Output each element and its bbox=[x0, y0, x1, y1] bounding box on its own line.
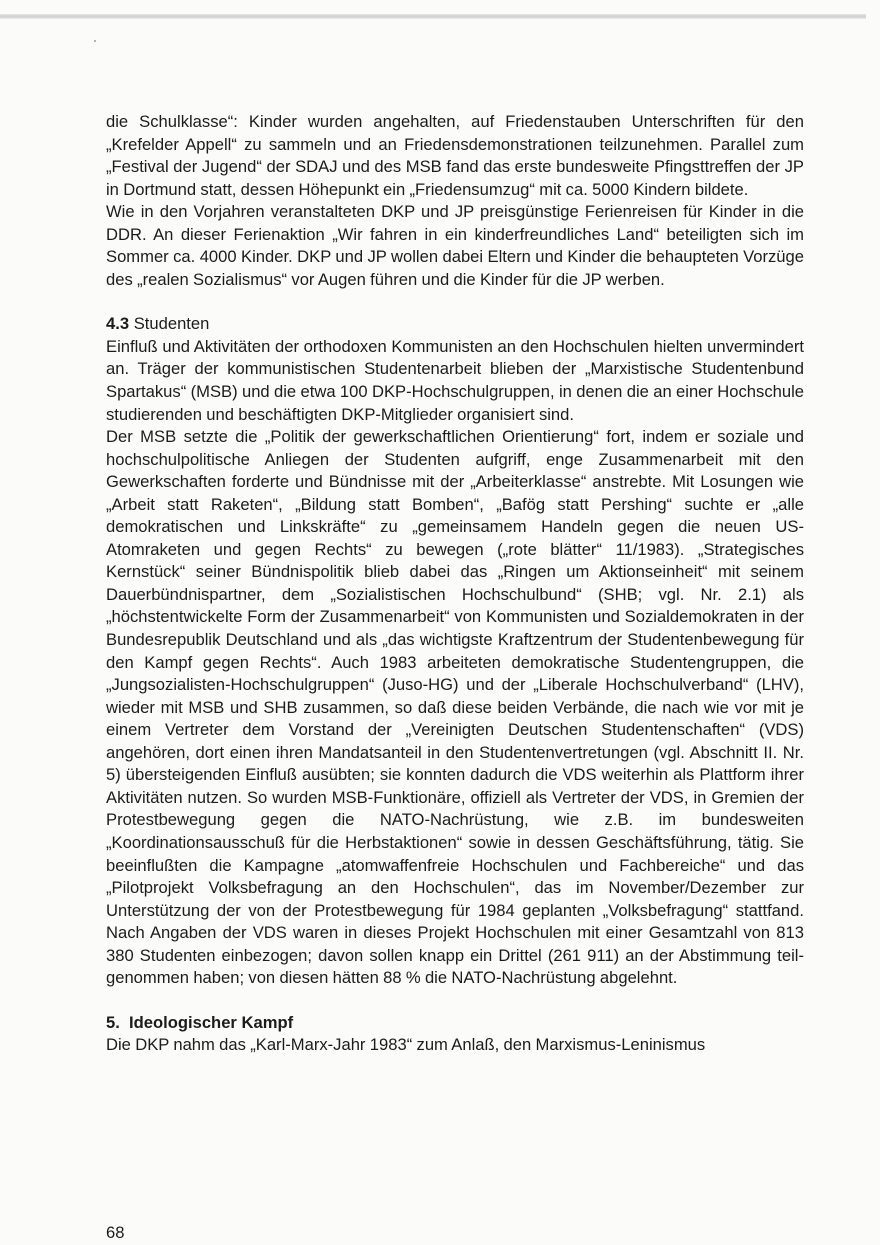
page-top-rule bbox=[0, 14, 866, 19]
page-number: 68 bbox=[106, 1223, 125, 1242]
section-heading-5 bbox=[106, 1012, 804, 1035]
section-heading-4-3 bbox=[106, 313, 804, 336]
section-number: 5. bbox=[106, 1012, 120, 1032]
section-title: Ideologischer Kampf bbox=[129, 1012, 294, 1032]
paragraph-karl-marx-jahr: Die DKP nahm das „Karl-Marx-Jahr 1983“ zum Anlaß, den Marxismus-Leninismus bbox=[106, 1035, 706, 1055]
section-title: Studenten bbox=[133, 314, 210, 334]
paragraph-msb: Der MSB setzte die „Politik der gewerkschaftlichen Orientierung“ fort, indem er soziale und hochschulpolitische Anliegen der Studenten aufgriff, enge Zusammenarbeit mit den Gewerkschaften forderte und Bündnisse mit der „Arbeiterklasse“ anstrebte. Mit Losungen wie „Arbeit statt Raketen“, „Bildung statt Bomben“, „Bafög statt Pershing“ suchte er „alle demokratischen und Linkskräfte“ zu „gemeinsamem Handeln gegen die neuen US-Atomraketen und gegen Rechts“ zu bewegen („rote blätter“ 11/1983). „Strategisches Kernstück“ seiner Bündnispolitik blieb dabei das „Ringen um Aktionseinheit“ mit seinem Dauerbündnispartner, dem „Sozialistischen Hochschulbund“ (SHB; vgl. Nr. 2.1) als „höchstentwickelte Form der Zusammenarbeit“ von Kommunisten und Sozialdemokraten in der Bundesrepublik Deutschland und als „das wichtigste Kraftzentrum der Studentenbewegung für den Kampf gegen Rechts“. Auch 1983 arbeiteten demokratische Studentengruppen, die „Jungsozialisten-Hochschulgruppen“ (Juso-HG) und der „Liberale Hochschulverband“ (LHV), wieder mit MSB und SHB zusammen, so daß diese beiden Verbände, die nach wie vor mit je einem Vertreter dem Vorstand der „Vereinigten Deutschen Studentenschaften“ (VDS) angehören, dort einen ihren Mandatsanteil in den Studentenvertretungen (vgl. Abschnitt II. Nr. 5) übersteigenden Einfluß ausübten; sie konnten dadurch die VDS weiterhin als Plattform ihrer Aktivitäten nutzen. So wurden MSB-Funktionäre, offiziell als Vertreter der VDS, in Gremien der Protestbewegung gegen die NATO-Nachrüstung, wie z.B. im bundesweiten „Koordinationsausschuß für die Herbstaktionen“ sowie in dessen Geschäftsführung, tätig. Sie beeinflußten die Kampagne „atomwaffenfreie Hochschulen und Fachbereiche“ und das „Pilotprojekt Volksbefragung an den Hochschulen“, das im November/Dezember zur Unterstützung der von der Protestbewegung für 1984 geplanten „Volksbefragung“ stattfand. Nach Angaben der VDS waren in dieses Projekt Hochschulen mit einer Gesamtzahl von 813 380 Studenten einbezogen; davon sollen knapp ein Drittel (261 911) an der Abstimmung teilgenommen haben; von diesen hätten 88 % die NATO-Nachrüstung abgelehnt. bbox=[106, 427, 804, 988]
paragraph-einfluss: Einfluß und Aktivitäten der orthodoxen Kommunisten an den Hochschulen hielten unvermindert an. Träger der kommunistischen Studentenarbeit blieben der „Marxistische Studentenbund Spartakus“ (MSB) und die etwa 100 DKP-Hochschulgruppen, in denen die an einer Hochschule studierenden und beschäftigten DKP-Mitglieder organisiert sind. bbox=[106, 336, 804, 424]
paragraph-schulklasse: die Schulklasse“: Kinder wurden angehalten, auf Friedenstauben Unterschriften für den „Krefelder Appell“ zu sammeln und an Friedensdemonstrationen teilzunehmen. Parallel zum „Festival der Jugend“ der SDAJ und des MSB fand das erste bundesweite Pfingsttreffen der JP in Dortmund statt, dessen Höhepunkt ein „Friedensumzug“ mit ca. 5000 Kindern bildete. bbox=[106, 112, 804, 199]
page-content bbox=[106, 111, 804, 1057]
paragraph-ferienreisen: Wie in den Vorjahren veranstalteten DKP und JP preisgünstige Ferienreisen für Kinder in die DDR. An dieser Ferienaktion „Wir fahren in ein kinderfreundliches Land“ beteiligten sich im Sommer ca. 4000 Kinder. DKP und JP wollen dabei Eltern und Kinder die behaupteten Vorzüge des „realen Sozialismus“ vor Augen führen und die Kinder für die JP werben. bbox=[106, 202, 804, 289]
section-number: 4.3 bbox=[106, 314, 130, 334]
scan-speck bbox=[94, 40, 96, 42]
